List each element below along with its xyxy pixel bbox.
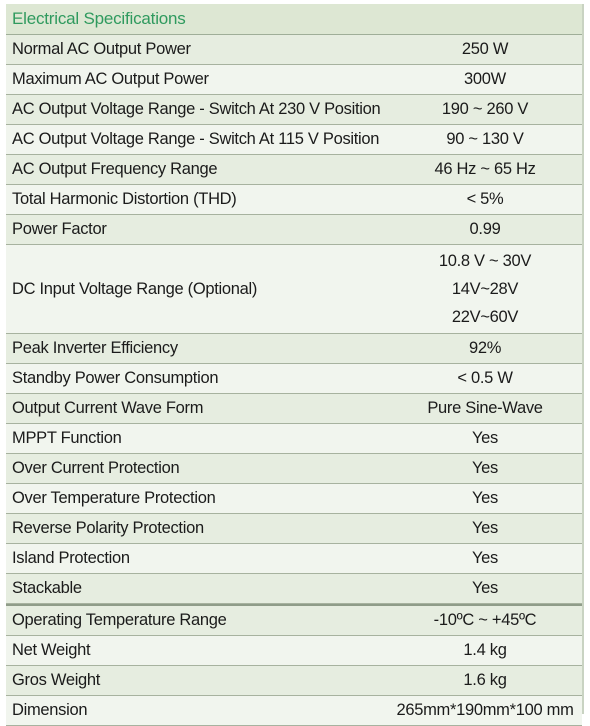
- row-value: Yes: [471, 429, 499, 447]
- general-rows: [6, 606, 582, 726]
- row-value: Pure Sine-Wave: [427, 399, 543, 417]
- row-label: Over Current Protection: [12, 459, 180, 477]
- table-row: [6, 155, 582, 185]
- row-label: Standby Power Consumption: [12, 369, 219, 387]
- table-row: [6, 95, 582, 125]
- table-title: Electrical Specifications: [6, 4, 582, 35]
- table-row: [6, 424, 582, 454]
- row-label: Net Weight: [12, 641, 91, 659]
- row-value: < 5%: [466, 190, 504, 208]
- row-label: Reverse Polarity Protection: [12, 519, 204, 537]
- table-row: [6, 65, 582, 95]
- table-row: [6, 394, 582, 424]
- table-row: [6, 454, 582, 484]
- table-row: [6, 245, 582, 334]
- row-label: DC Input Voltage Range (Optional): [12, 279, 258, 298]
- row-value: 250 W: [461, 40, 509, 58]
- row-label: Output Current Wave Form: [12, 399, 204, 417]
- row-value: 10.8 V ~ 30V: [438, 252, 532, 270]
- row-label: Stackable: [12, 579, 82, 597]
- row-value: 265mm*190mm*100 mm: [396, 701, 574, 719]
- table-row: [6, 696, 582, 726]
- row-label: Operating Temperature Range: [12, 611, 227, 629]
- row-label: Power Factor: [12, 220, 107, 238]
- row-label: Normal AC Output Power: [12, 40, 191, 58]
- table-row: [6, 215, 582, 245]
- row-value-list: [388, 247, 582, 331]
- row-label: Over Temperature Protection: [12, 489, 216, 507]
- row-value: 92%: [468, 339, 502, 357]
- table-row: [6, 35, 582, 65]
- table-row: [6, 514, 582, 544]
- specifications-table: [6, 4, 584, 719]
- row-label: Maximum AC Output Power: [12, 70, 209, 88]
- table-row: [6, 544, 582, 574]
- row-value: 300W: [464, 70, 506, 88]
- row-label: Total Harmonic Distortion (THD): [12, 190, 237, 208]
- table-row: [6, 484, 582, 514]
- row-label: Dimension: [12, 701, 88, 719]
- row-label: Gros Weight: [12, 671, 101, 689]
- row-value: 90 ~ 130 V: [446, 130, 524, 148]
- row-label: AC Output Voltage Range - Switch At 230 V Position: [12, 100, 381, 118]
- table-row: [6, 574, 582, 604]
- row-value: 46 Hz ~ 65 Hz: [434, 160, 536, 178]
- row-value: < 0.5 W: [457, 369, 513, 387]
- row-value: Yes: [471, 489, 499, 507]
- row-value: Yes: [471, 519, 499, 537]
- row-value: -10ºC ~ +45ºC: [433, 611, 537, 629]
- row-label: MPPT Function: [12, 429, 122, 447]
- row-value: 0.99: [469, 220, 501, 238]
- row-label: Peak Inverter Efficiency: [12, 339, 178, 357]
- row-value: Yes: [471, 459, 499, 477]
- table-row: [6, 334, 582, 364]
- table-row: [6, 364, 582, 394]
- row-value: 1.4 kg: [463, 641, 507, 659]
- row-value: Yes: [471, 579, 499, 597]
- row-value: 1.6 kg: [463, 671, 507, 689]
- row-value: 14V~28V: [451, 280, 519, 298]
- table-row: [6, 125, 582, 155]
- row-value: 190 ~ 260 V: [441, 100, 529, 118]
- row-label: AC Output Frequency Range: [12, 160, 218, 178]
- row-label: Island Protection: [12, 549, 130, 567]
- table-row: [6, 666, 582, 696]
- table-row: [6, 606, 582, 636]
- row-value: 22V~60V: [451, 308, 519, 326]
- table-row: [6, 636, 582, 666]
- table-row: [6, 185, 582, 215]
- row-value: Yes: [471, 549, 499, 567]
- row-label: AC Output Voltage Range - Switch At 115 V Position: [12, 130, 380, 148]
- electrical-rows: [6, 35, 582, 604]
